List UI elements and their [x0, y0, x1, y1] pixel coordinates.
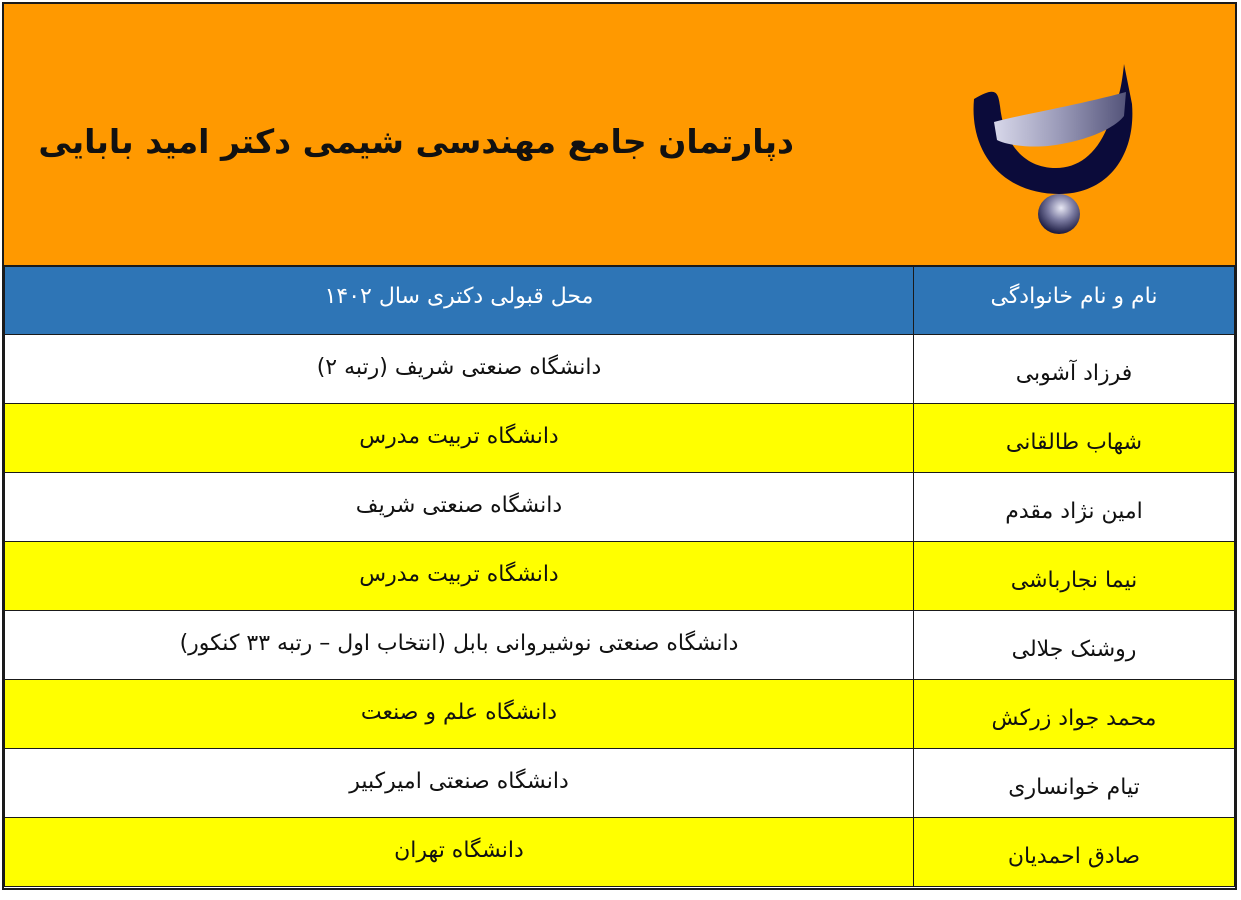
admission-place-cell — [5, 818, 914, 887]
student-name: روشنک جلالی — [1011, 636, 1137, 662]
admission-place: دانشگاه تربیت مدرس — [359, 561, 559, 587]
student-name: صادق احمدیان — [1007, 843, 1141, 869]
stylized-letter-b-logo-icon — [964, 44, 1139, 239]
table-row — [5, 818, 1235, 887]
student-name-cell — [914, 680, 1235, 749]
student-name-cell — [914, 542, 1235, 611]
admission-place: دانشگاه صنعتی نوشیروانی بابل (انتخاب اول – رتبه ۳۳ کنکور) — [179, 630, 739, 656]
table-row — [5, 749, 1235, 818]
student-name-cell — [914, 473, 1235, 542]
table-row — [5, 611, 1235, 680]
page-title: دپارتمان جامع مهندسی شیمی دکتر امید بابایی — [38, 122, 794, 161]
admission-place-cell — [5, 680, 914, 749]
student-name: نیما نجارباشی — [1010, 567, 1138, 593]
admission-place: دانشگاه صنعتی شریف (رتبه ۲) — [316, 354, 602, 380]
table-row — [5, 542, 1235, 611]
admission-place-cell — [5, 404, 914, 473]
table-row — [5, 680, 1235, 749]
student-name-cell — [914, 818, 1235, 887]
student-name: شهاب طالقانی — [1005, 429, 1143, 455]
admission-place-cell — [5, 473, 914, 542]
admission-place: دانشگاه علم و صنعت — [360, 699, 558, 725]
table-row — [5, 404, 1235, 473]
table-row — [5, 335, 1235, 404]
admission-place: دانشگاه صنعتی شریف — [355, 492, 563, 518]
admission-place: دانشگاه تربیت مدرس — [359, 423, 559, 449]
admission-place-cell — [5, 749, 914, 818]
student-name: فرزاد آشوبی — [1015, 360, 1133, 386]
table-header-row — [5, 267, 1235, 335]
table-row — [5, 473, 1235, 542]
student-name-cell — [914, 404, 1235, 473]
student-name-cell — [914, 335, 1235, 404]
document-frame — [2, 2, 1237, 890]
student-name-cell — [914, 749, 1235, 818]
column-header-place: محل قبولی دکتری سال ۱۴۰۲ — [5, 267, 914, 335]
student-name: امین نژاد مقدم — [1005, 498, 1143, 524]
header-banner — [4, 4, 1235, 267]
column-header-name: نام و نام خانوادگی — [914, 267, 1235, 335]
student-name: تیام خوانساری — [1008, 774, 1140, 800]
admission-place-cell — [5, 611, 914, 680]
student-name: محمد جواد زرکش — [991, 705, 1157, 731]
admission-place-cell — [5, 542, 914, 611]
admissions-table — [4, 267, 1235, 887]
student-name-cell — [914, 611, 1235, 680]
admission-place: دانشگاه تهران — [394, 837, 524, 863]
admission-place-cell — [5, 335, 914, 404]
admission-place: دانشگاه صنعتی امیرکبیر — [349, 768, 569, 794]
